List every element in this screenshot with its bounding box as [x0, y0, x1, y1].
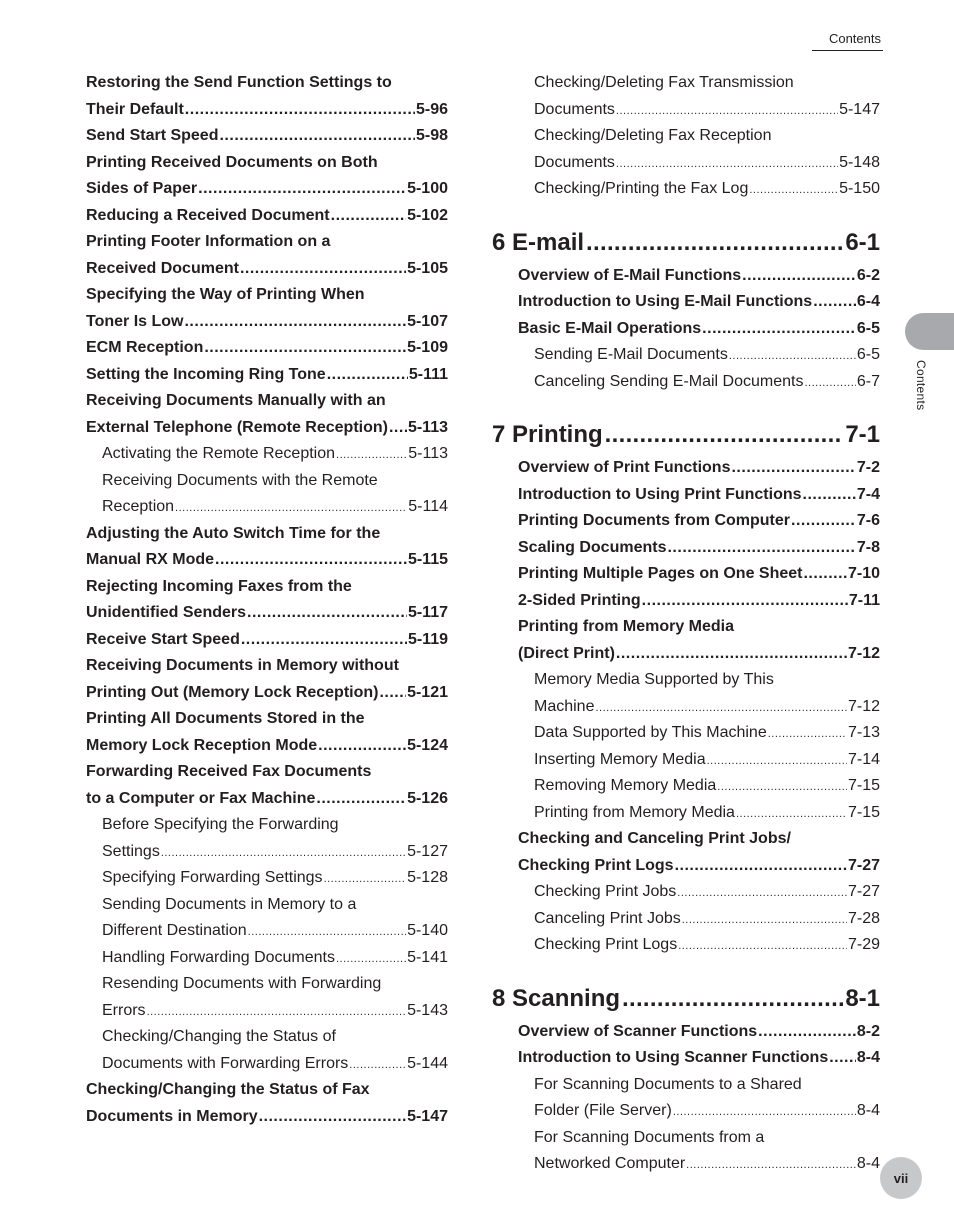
dot-leader [768, 724, 847, 742]
dot-leader [616, 101, 838, 119]
toc-entry[interactable] [492, 342, 880, 369]
toc-entry-title: Documents with Forwarding Errors [102, 1054, 349, 1072]
toc-entry[interactable] [492, 1045, 880, 1072]
toc-entry-page: 7-14 [847, 750, 880, 768]
toc-entry-title: Basic E-Mail Operations [518, 319, 702, 337]
toc-entry-page: 5-148 [839, 153, 880, 171]
toc-entry-page: 7-15 [847, 777, 880, 795]
toc-entry-title: Printing from Memory Media [518, 618, 735, 636]
toc-entry-page: 5-147 [407, 1107, 448, 1125]
toc-entry[interactable] [86, 521, 448, 548]
toc-entry[interactable] [86, 680, 448, 707]
chapter-title: 6 E-mail [492, 228, 585, 256]
toc-entry-title: Canceling Sending E-Mail Documents [534, 372, 804, 390]
toc-entry[interactable] [492, 826, 880, 853]
dot-leader [686, 1155, 856, 1173]
toc-entry[interactable] [86, 362, 448, 389]
toc-entry[interactable] [492, 535, 880, 562]
toc-entry-page: 5-121 [407, 683, 448, 701]
dot-leader [259, 1108, 406, 1126]
toc-entry-title: Settings [102, 842, 160, 860]
dot-leader [791, 512, 856, 530]
side-tab-marker [905, 313, 954, 350]
toc-entry[interactable] [492, 97, 880, 124]
toc-entry-page: 8-2 [856, 1022, 880, 1040]
side-tab-label: Contents [914, 360, 928, 411]
toc-entry-page: 5-127 [407, 842, 448, 860]
toc-entry-title: Specifying the Way of Printing When [86, 286, 365, 304]
toc-entry[interactable] [492, 932, 880, 959]
toc-entry-title: Adjusting the Auto Switch Time for the [86, 524, 381, 542]
toc-entry-page: 5-109 [407, 339, 448, 357]
toc-entry[interactable] [492, 879, 880, 906]
toc-entry[interactable] [492, 508, 880, 535]
toc-entry[interactable] [86, 971, 448, 998]
toc-entry[interactable] [86, 150, 448, 177]
toc-entry-page: 5-114 [408, 498, 448, 516]
dot-leader [673, 1102, 856, 1120]
running-header: Contents [828, 31, 881, 46]
toc-entry-title: Checking/Deleting Fax Transmission [534, 74, 794, 92]
dot-leader [729, 346, 856, 364]
toc-entry-title: Checking Print Logs [518, 856, 674, 874]
dot-leader [667, 539, 855, 557]
toc-entry[interactable] [492, 455, 880, 482]
toc-entry[interactable] [492, 720, 880, 747]
dot-leader [758, 1023, 856, 1041]
toc-entry-title: Printing Footer Information on a [86, 233, 331, 251]
toc-entry[interactable] [492, 561, 880, 588]
header-rule [812, 50, 883, 51]
toc-entry-page: 5-115 [407, 551, 448, 569]
toc-entry-page: 7-15 [847, 803, 880, 821]
toc-entry-page: 6-5 [856, 319, 880, 337]
toc-entry-page: 6-2 [856, 266, 880, 284]
toc-entry-title: Setting the Incoming Ring Tone [86, 365, 326, 383]
dot-leader [616, 645, 847, 663]
toc-entry[interactable] [492, 694, 880, 721]
chapter-page: 7-1 [845, 421, 880, 448]
toc-entry-title: Specifying Forwarding Settings [102, 869, 323, 887]
dot-leader [184, 313, 406, 331]
toc-entry[interactable] [86, 759, 448, 786]
toc-entry-page: 7-11 [848, 591, 880, 609]
toc-entry-title: Checking/Deleting Fax Reception [534, 127, 772, 145]
dot-leader [185, 101, 415, 119]
dot-leader [813, 293, 856, 311]
toc-entry-title: Overview of Scanner Functions [518, 1022, 758, 1040]
dot-leader [678, 936, 847, 954]
toc-entry[interactable] [492, 123, 880, 150]
dot-leader [731, 459, 855, 477]
dot-leader [675, 857, 847, 875]
dot-leader [803, 565, 846, 583]
toc-entry-page: 5-147 [839, 100, 880, 118]
page-number-badge: vii [880, 1157, 922, 1199]
toc-entry-page: 5-124 [407, 736, 448, 754]
dot-leader [707, 751, 847, 769]
dot-leader [742, 267, 856, 285]
toc-entry[interactable] [86, 600, 448, 627]
toc-entry[interactable] [492, 1125, 880, 1152]
toc-entry[interactable] [86, 998, 448, 1025]
toc-entry-page: 5-117 [407, 604, 448, 622]
toc-entry-page: 5-150 [839, 180, 880, 198]
toc-entry-title: Memory Lock Reception Mode [86, 736, 318, 754]
toc-entry[interactable] [492, 667, 880, 694]
dot-leader [736, 804, 847, 822]
toc-entry-title: Printing Received Documents on Both [86, 153, 378, 171]
toc-entry-title: Inserting Memory Media [534, 750, 706, 768]
toc-entry-page: 7-27 [847, 883, 880, 901]
toc-entry-page: 5-100 [407, 180, 448, 198]
toc-entry-page: 7-10 [847, 565, 880, 583]
toc-entry[interactable] [492, 1072, 880, 1099]
dot-leader [336, 445, 407, 463]
toc-entry-title: Introduction to Using Scanner Functions [518, 1049, 829, 1067]
toc-entry[interactable] [492, 1151, 880, 1178]
toc-entry-title: Canceling Print Jobs [534, 909, 681, 927]
toc-entry[interactable] [86, 335, 448, 362]
toc-entry[interactable] [86, 1104, 448, 1131]
toc-entry[interactable] [86, 256, 448, 283]
toc-entry-title: Checking/Changing the Status of Fax [86, 1081, 370, 1099]
toc-entry-title: Rejecting Incoming Faxes from the [86, 577, 352, 595]
toc-entry-title: (Direct Print) [518, 644, 615, 662]
toc-entry-title: Checking/Changing the Status of [102, 1028, 336, 1046]
toc-entry[interactable] [492, 800, 880, 827]
toc-entry-title: For Scanning Documents to a Shared [534, 1075, 802, 1093]
toc-entry-title: Printing Documents from Computer [518, 512, 791, 530]
toc-entry[interactable] [492, 369, 880, 396]
toc-entry[interactable] [492, 70, 880, 97]
chapter-spacer [492, 395, 880, 409]
toc-entry[interactable] [492, 289, 880, 316]
toc-entry-title: Introduction to Using E-Mail Functions [518, 293, 813, 311]
toc-entry[interactable] [86, 282, 448, 309]
toc-entry-title: Folder (File Server) [534, 1102, 672, 1120]
dot-leader [247, 604, 407, 622]
toc-entry-title: Reducing a Received Document [86, 206, 330, 224]
dot-leader [803, 486, 856, 504]
toc-right-column [492, 70, 880, 1178]
toc-entry-title: Sides of Paper [86, 180, 198, 198]
toc-entry-title: Resending Documents with Forwarding [102, 975, 382, 993]
toc-entry-title: Checking Print Logs [534, 936, 678, 954]
toc-entry-title: Networked Computer [534, 1155, 686, 1173]
dot-leader [804, 373, 855, 391]
toc-entry-title: Forwarding Received Fax Documents [86, 763, 372, 781]
toc-entry-title: Different Destination [102, 922, 247, 940]
toc-entry-page: 7-13 [847, 724, 880, 742]
dot-leader [642, 592, 848, 610]
toc-entry-page: 5-119 [407, 630, 448, 648]
dot-leader [318, 737, 406, 755]
toc-entry[interactable] [86, 547, 448, 574]
toc-entry[interactable] [492, 316, 880, 343]
toc-entry[interactable] [86, 945, 448, 972]
toc-entry[interactable] [492, 614, 880, 641]
toc-entry[interactable] [492, 176, 880, 203]
toc-entry-page: 7-12 [847, 697, 880, 715]
toc-entry-title: External Telephone (Remote Reception) [86, 418, 388, 436]
dot-leader [379, 684, 406, 702]
dot-leader [677, 883, 847, 901]
toc-entry[interactable] [86, 229, 448, 256]
toc-entry-page: 5-126 [407, 789, 448, 807]
dot-leader [829, 1049, 856, 1067]
chapter-page: 8-1 [845, 984, 880, 1012]
toc-entry-page: 5-113 [407, 418, 448, 436]
toc-entry[interactable] [86, 892, 448, 919]
toc-entry-title: Machine [534, 697, 595, 715]
toc-entry[interactable] [492, 853, 880, 880]
chapter-page: 6-1 [845, 228, 880, 256]
toc-entry-title: Receive Start Speed [86, 630, 240, 648]
dot-leader [324, 869, 407, 887]
toc-entry[interactable] [86, 494, 448, 521]
chapter-title: 8 Scanning [492, 984, 621, 1012]
dot-leader [605, 421, 844, 449]
toc-entry-page: 8-4 [856, 1049, 880, 1067]
toc-entry-page: 7-12 [847, 644, 880, 662]
toc-entry-title: Sending E-Mail Documents [534, 346, 728, 364]
toc-entry-page: 7-4 [856, 485, 880, 503]
dot-leader [702, 320, 856, 338]
toc-entry[interactable] [492, 747, 880, 774]
dot-leader [616, 154, 838, 172]
toc-entry-page: 5-141 [407, 948, 448, 966]
toc-entry-title: Introduction to Using Print Functions [518, 485, 802, 503]
toc-entry-page: 7-28 [847, 909, 880, 927]
chapter-spacer [492, 203, 880, 217]
toc-entry-title: For Scanning Documents from a [534, 1128, 765, 1146]
toc-entry-title: Unidentified Senders [86, 604, 247, 622]
toc-entry-page: 6-4 [856, 293, 880, 311]
toc-entry[interactable] [86, 123, 448, 150]
toc-entry[interactable] [492, 150, 880, 177]
toc-entry-title: Printing from Memory Media [534, 803, 735, 821]
toc-entry[interactable] [86, 1024, 448, 1051]
toc-entry-title: Receiving Documents Manually with an [86, 392, 386, 410]
toc-entry-title: Printing Out (Memory Lock Reception) [86, 683, 379, 701]
toc-entry-title: Activating the Remote Reception [102, 445, 336, 463]
toc-entry[interactable] [86, 176, 448, 203]
toc-entry-title: Memory Media Supported by This [534, 671, 774, 689]
dot-leader [241, 631, 407, 649]
toc-entry-title: ECM Reception [86, 339, 204, 357]
dot-leader [198, 180, 406, 198]
toc-entry-page: 5-96 [415, 100, 448, 118]
toc-entry-title: Manual RX Mode [86, 551, 215, 569]
toc-entry-title: Documents [534, 100, 615, 118]
toc-entry-title: Receiving Documents in Memory without [86, 657, 399, 675]
toc-entry[interactable] [86, 865, 448, 892]
toc-entry[interactable] [86, 627, 448, 654]
dot-leader [682, 910, 847, 928]
toc-entry-page: 7-2 [856, 459, 880, 477]
toc-entry-title: Documents in Memory [86, 1107, 258, 1125]
toc-entry[interactable] [86, 70, 448, 97]
toc-entry[interactable] [492, 906, 880, 933]
toc-entry-title: Scaling Documents [518, 538, 667, 556]
toc-entry-title: Their Default [86, 100, 184, 118]
toc-entry-title: Checking/Printing the Fax Log [534, 180, 749, 198]
toc-entry-page: 5-140 [407, 922, 448, 940]
toc-entry-page: 5-102 [407, 206, 448, 224]
toc-entry-page: 5-113 [408, 445, 448, 463]
toc-entry[interactable] [492, 588, 880, 615]
toc-entry-title: Errors [102, 1001, 146, 1019]
toc-entry-title: Checking and Canceling Print Jobs/ [518, 830, 791, 848]
dot-leader [240, 260, 406, 278]
toc-entry[interactable] [86, 786, 448, 813]
toc-entry-title: Received Document [86, 259, 239, 277]
toc-entry-page: 7-29 [847, 936, 880, 954]
toc-entry[interactable] [492, 773, 880, 800]
toc-entry-title: Checking Print Jobs [534, 883, 677, 901]
toc-entry-title: Before Specifying the Forwarding [102, 816, 339, 834]
toc-entry-page: 7-8 [856, 538, 880, 556]
toc-entry-title: Sending Documents in Memory to a [102, 895, 357, 913]
toc-entry[interactable] [492, 641, 880, 668]
dot-leader [219, 127, 414, 145]
toc-entry[interactable] [86, 1051, 448, 1078]
toc-entry-title: Documents [534, 153, 615, 171]
toc-entry[interactable] [86, 653, 448, 680]
toc-entry-title: Data Supported by This Machine [534, 724, 767, 742]
toc-entry-title: Send Start Speed [86, 127, 219, 145]
dot-leader [586, 229, 843, 257]
toc-entry[interactable] [86, 574, 448, 601]
dot-leader [204, 339, 406, 357]
toc-entry[interactable] [86, 733, 448, 760]
toc-entry-page: 8-4 [856, 1102, 880, 1120]
toc-entry-page: 5-105 [407, 259, 448, 277]
dot-leader [389, 419, 407, 437]
toc-entry-page: 6-5 [856, 346, 880, 364]
toc-entry[interactable] [86, 1077, 448, 1104]
dot-leader [717, 777, 847, 795]
dot-leader [327, 366, 408, 384]
toc-entry[interactable] [492, 482, 880, 509]
toc-entry-title: Restoring the Send Function Settings to [86, 74, 392, 92]
chapter-heading[interactable] [492, 415, 880, 455]
toc-entry-page: 5-144 [407, 1054, 448, 1072]
toc-entry[interactable] [86, 203, 448, 230]
toc-entry-page: 5-107 [407, 312, 448, 330]
toc-entry[interactable] [86, 706, 448, 733]
toc-entry-title: Reception [102, 498, 175, 516]
toc-entry[interactable] [492, 1019, 880, 1046]
toc-entry[interactable] [492, 1098, 880, 1125]
toc-entry-page: 6-7 [856, 372, 880, 390]
toc-entry-title: Overview of E-Mail Functions [518, 266, 742, 284]
toc-entry[interactable] [86, 97, 448, 124]
dot-leader [349, 1055, 406, 1073]
toc-entry[interactable] [86, 468, 448, 495]
dot-leader [622, 985, 843, 1013]
dot-leader [147, 1002, 407, 1020]
toc-entry[interactable] [86, 918, 448, 945]
toc-entry-page: 7-6 [856, 512, 880, 530]
toc-entry[interactable] [86, 812, 448, 839]
dot-leader [336, 949, 406, 967]
dot-leader [316, 790, 406, 808]
toc-entry-title: to a Computer or Fax Machine [86, 789, 316, 807]
toc-entry[interactable] [86, 441, 448, 468]
toc-entry-title: Overview of Print Functions [518, 459, 731, 477]
toc-entry-title: 2-Sided Printing [518, 591, 641, 609]
toc-entry-title: Printing All Documents Stored in the [86, 710, 365, 728]
dot-leader [331, 207, 406, 225]
dot-leader [248, 922, 406, 940]
dot-leader [215, 551, 407, 569]
toc-entry[interactable] [492, 263, 880, 290]
toc-entry[interactable] [86, 415, 448, 442]
toc-entry-page: 5-143 [407, 1001, 448, 1019]
toc-entry-title: Handling Forwarding Documents [102, 948, 335, 966]
toc-entry-page: 7-27 [847, 856, 880, 874]
toc-entry-page: 8-4 [856, 1155, 880, 1173]
dot-leader [595, 698, 846, 716]
toc-entry[interactable] [86, 309, 448, 336]
dot-leader [175, 498, 407, 516]
dot-leader [749, 180, 838, 198]
toc-left-column [86, 70, 448, 1130]
toc-entry-title: Printing Multiple Pages on One Sheet [518, 565, 803, 583]
toc-entry-title: Receiving Documents with the Remote [102, 471, 378, 489]
chapter-heading[interactable] [492, 979, 880, 1019]
chapter-title: 7 Printing [492, 421, 603, 448]
toc-entry-page: 5-128 [407, 869, 448, 887]
toc-entry-title: Removing Memory Media [534, 777, 717, 795]
toc-entry-title: Toner Is Low [86, 312, 184, 330]
dot-leader [161, 843, 406, 861]
toc-entry-page: 5-111 [408, 365, 448, 383]
chapter-heading[interactable] [492, 223, 880, 263]
toc-entry[interactable] [86, 839, 448, 866]
chapter-spacer [492, 959, 880, 973]
toc-entry[interactable] [86, 388, 448, 415]
toc-entry-page: 5-98 [415, 127, 448, 145]
